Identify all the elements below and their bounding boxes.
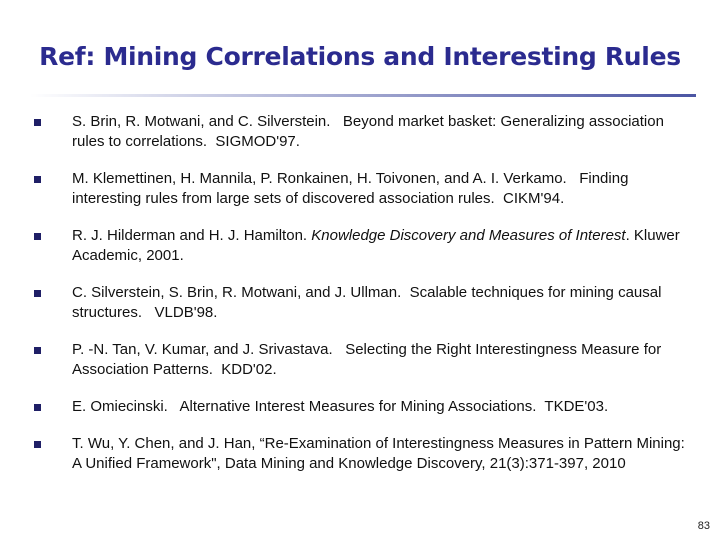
reference-item — [34, 283, 694, 323]
square-bullet-icon — [34, 290, 41, 297]
title-divider — [30, 94, 696, 97]
square-bullet-icon — [34, 347, 41, 354]
page-number: 83 — [697, 520, 710, 532]
slide-title: Ref: Mining Correlations and Interesting Rules — [39, 42, 681, 71]
reference-text: P. -N. Tan, V. Kumar, and J. Srivastava. Selecting the Right Interestingness Measure for Association Patterns. KDD'02. — [72, 341, 665, 378]
reference-text: S. Brin, R. Motwani, and C. Silverstein. Beyond market basket: Generalizing association rules to correlations. SIGMOD'97. — [72, 113, 669, 150]
reference-item — [34, 434, 694, 474]
reference-item — [34, 169, 694, 209]
reference-text: M. Klemettinen, H. Mannila, P. Ronkainen, H. Toivonen, and A. I. Verkamo. Finding interesting rules from large sets of discovered association rules. CIKM'94. — [72, 170, 633, 207]
reference-item — [34, 397, 694, 417]
reference-text-tail: . Kluwer Academic, 2001. — [72, 227, 684, 264]
reference-list — [34, 112, 694, 474]
reference-title-italic: Knowledge Discovery and Measures of Interest — [311, 227, 626, 244]
reference-item — [34, 226, 694, 266]
reference-text: C. Silverstein, S. Brin, R. Motwani, and J. Ullman. Scalable techniques for mining causal structures. VLDB'98. — [72, 284, 666, 321]
square-bullet-icon — [34, 176, 41, 183]
reference-text: R. J. Hilderman and H. J. Hamilton. — [72, 227, 312, 244]
reference-text: T. Wu, Y. Chen, and J. Han, “Re-Examination of Interestingness Measures in Pattern Mining: A Unified Framework", Data Mining and Knowledge Discovery, 21(3):371-397, 2010 — [72, 435, 689, 472]
square-bullet-icon — [34, 441, 41, 448]
square-bullet-icon — [34, 404, 41, 411]
reference-item — [34, 112, 694, 152]
reference-text: E. Omiecinski. Alternative Interest Measures for Mining Associations. TKDE'03. — [72, 398, 609, 415]
square-bullet-icon — [34, 119, 41, 126]
reference-item — [34, 340, 694, 380]
square-bullet-icon — [34, 233, 41, 240]
